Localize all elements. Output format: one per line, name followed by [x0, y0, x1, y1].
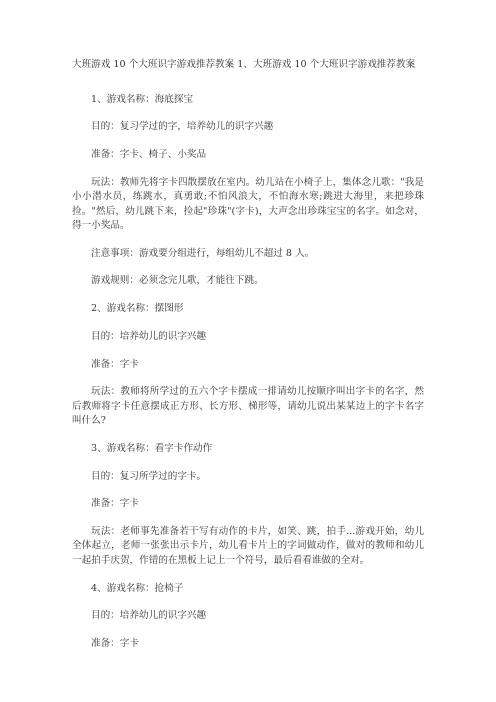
game-3-method: 玩法：老师事先准备若干写有动作的卡片，如笑、跳，拍手...游戏开始，幼儿全体起立，老师一张张出示卡片，幼儿看卡片上的字词做动作，做对的教师和幼儿一起拍手庆贺，作错的在黑板上记上一个符号，最后看看谁做的全对。 — [72, 525, 424, 566]
game-3-preparation: 准备：字卡 — [91, 498, 139, 510]
game-2-preparation: 准备：字卡 — [91, 358, 139, 370]
game-1-method: 玩法：教师先将字卡四散摆放在室内。幼儿站在小椅子上，集体念儿歌："我是小小潜水员，练跳水，真勇敢;不怕风浪大，不怕海水寒;跳进大海里，来把珍珠捡。"然后，幼儿跳下来，捡起"珍珠"(字卡)，大声念出珍珠宝宝的名字。如念对，得一小奖品。 — [72, 176, 424, 232]
game-2-heading: 2、游戏名称：摆图形 — [91, 303, 184, 315]
game-4-heading: 4、游戏名称：抢椅子 — [91, 582, 184, 594]
game-2-method: 玩法：教师将所学过的五六个字卡摆成一排请幼儿按顺序叫出字卡的名字，然后教师将字卡任意摆成正方形、长方形、梯形等，请幼儿说出某某边上的字卡名字叫什么? — [72, 386, 424, 427]
document-page — [72, 58, 424, 665]
game-3-purpose: 目的：复习所学过的字卡。 — [91, 470, 207, 482]
game-1-preparation: 准备：字卡、椅子、小奖品 — [91, 148, 207, 160]
game-1-notes: 注意事项：游戏要分组进行，每组幼儿不超过 8 人。 — [91, 247, 315, 259]
game-1-heading: 1、游戏名称：海底探宝 — [91, 93, 194, 105]
game-4-purpose: 目的：培养幼儿的识字兴趣 — [91, 610, 207, 622]
game-2-purpose: 目的：培养幼儿的识字兴趣 — [91, 330, 207, 342]
game-3-heading: 3、游戏名称：看字卡作动作 — [91, 442, 213, 454]
game-1-purpose: 目的：复习学过的字，培养幼儿的识字兴趣 — [91, 121, 274, 133]
game-4-preparation: 准备：字卡 — [91, 638, 139, 649]
game-1-rules: 游戏规则：必须念完儿歌，才能往下跳。 — [91, 275, 264, 287]
document-title: 大班游戏 10 个大班识字游戏推荐教案 1、大班游戏 10 个大班识字游戏推荐教案 — [72, 59, 416, 70]
